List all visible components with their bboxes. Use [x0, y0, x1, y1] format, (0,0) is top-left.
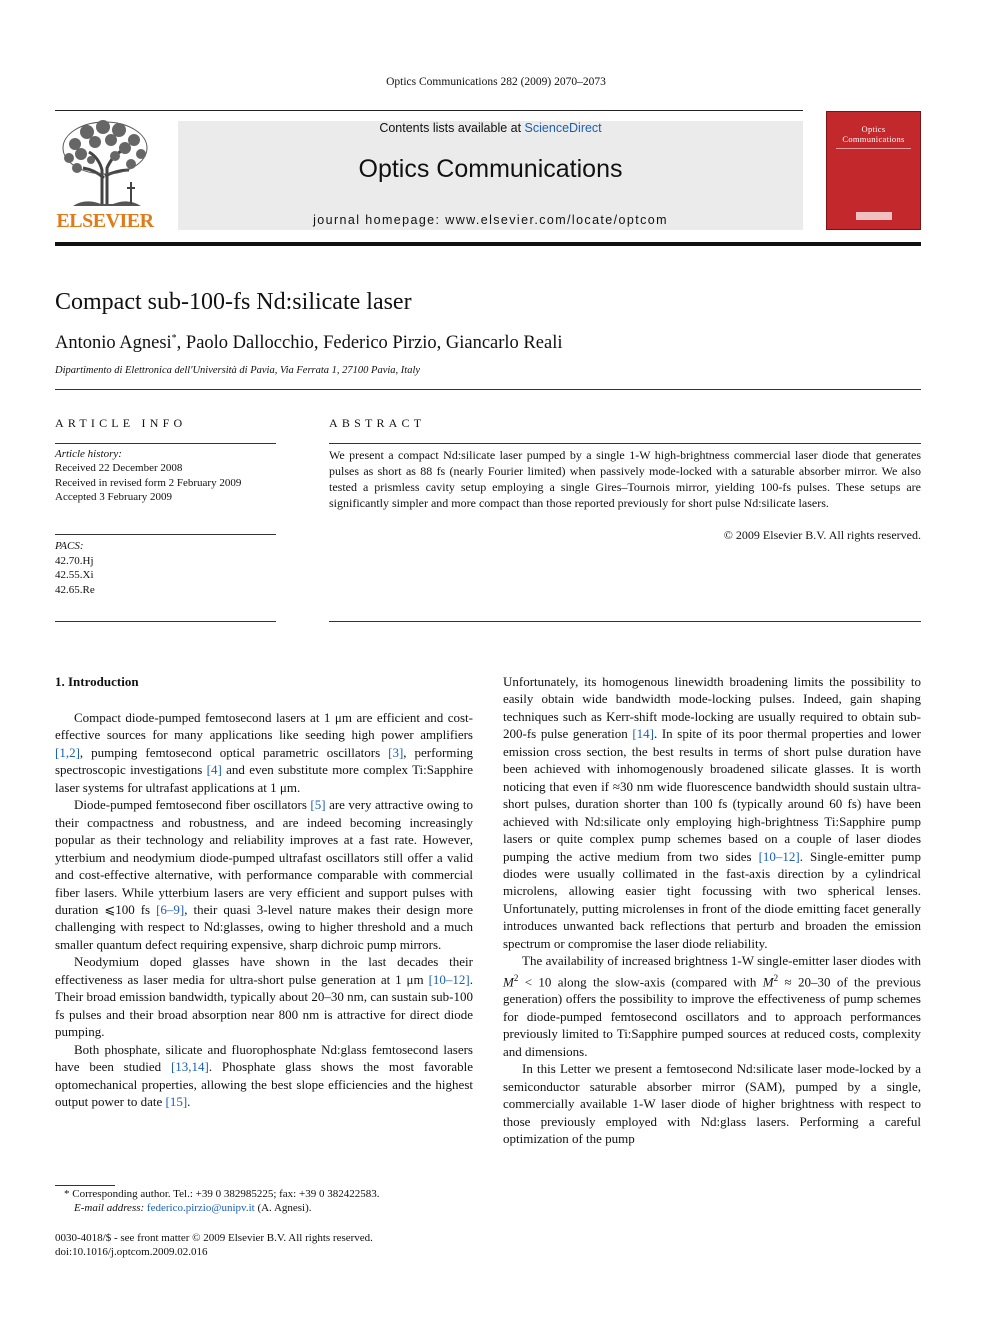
article-history	[55, 447, 276, 504]
footnote-rule	[55, 1185, 115, 1186]
section-heading-introduction: 1. Introduction	[55, 674, 139, 689]
paragraph	[503, 1060, 921, 1147]
sciencedirect-link[interactable]: ScienceDirect	[524, 121, 602, 135]
citation-link[interactable]: [4]	[206, 762, 222, 778]
history-accepted: Accepted 3 February 2009	[55, 490, 172, 503]
citation-link[interactable]: [15]	[165, 1093, 188, 1109]
contents-prefix: Contents lists available at	[379, 121, 525, 135]
text-run: Compact diode-pumped femtosecond lasers at 1 μm are efficient and cost-effective sources for many applications like seeding high power amplifiers	[55, 710, 473, 743]
pacs-label: PACS:	[55, 540, 84, 552]
citation-link[interactable]: [5]	[310, 797, 326, 813]
text-run: . Single-emitter pump diodes were usually collimated in the fast-axis direction by a cylindrical microlens, allowing easier tight focussing with two spherical lenses. Unfortunately, putting microlenses in front of the diode emitting facet generally introduces unwanted back reflections that perturb and broaden the emission spectrum or compromise the laser diode reliability.	[503, 848, 921, 951]
email-label: E-mail address:	[74, 1202, 145, 1214]
history-label: Article history:	[55, 448, 122, 460]
citation-link[interactable]: [3]	[388, 744, 404, 760]
author-corresponding: Antonio Agnesi	[55, 333, 172, 354]
author-others: , Paolo Dallocchio, Federico Pirzio, Giancarlo Reali	[176, 333, 563, 354]
affiliation-rule	[55, 389, 921, 390]
math-symbol: M	[762, 974, 774, 990]
text-run: . Their broad emission bandwidth, typically about 20–30 nm, can sustain sub-100 fs pulses and their broad absorption near 800 nm is attractive for direct diode pumping.	[55, 971, 473, 1040]
citation-link[interactable]: [13,14]	[170, 1059, 209, 1075]
paragraph	[503, 673, 921, 952]
math-superscript: 2	[513, 972, 519, 983]
abstract-heading: ABSTRACT	[329, 416, 426, 430]
body-column-right	[503, 673, 921, 1148]
corresponding-mark[interactable]: *	[171, 333, 177, 344]
math-superscript: 2	[773, 972, 779, 983]
text-run: Unfortunately, its homogenous linewidth broadening limits the possibility to easily obtain wide bandwidth mode-locking pulses. Indeed, gain shaping techniques such as Kerr-shift mode-locking are usually required to obtain sub-200-fs pulse generation	[503, 674, 921, 742]
footnote-email	[55, 1201, 473, 1215]
paragraph	[55, 1041, 473, 1111]
article-title: Compact sub-100-fs Nd:silicate laser	[55, 289, 412, 315]
masthead-rule	[55, 242, 921, 246]
footnote-corresponding	[55, 1187, 473, 1201]
pacs-code: 42.65.Re	[55, 583, 95, 596]
paragraph	[503, 952, 921, 1060]
abstract-copyright: © 2009 Elsevier B.V. All rights reserved.	[723, 528, 921, 542]
email-link[interactable]: federico.pirzio@unipv.it	[146, 1202, 255, 1214]
abstract-bottom-rule	[329, 621, 921, 622]
text-run: , performing spectroscopic investigations	[55, 744, 473, 778]
history-revised: Received in revised form 2 February 2009	[55, 476, 242, 489]
text-run: , their quasi 3-level nature makes their design more challenging with respect to Nd:glasses, owing to higher threshold and a much smaller quantum defect requiring expensive, sharp dichroic pump mirrors.	[55, 901, 473, 952]
pacs-code: 42.55.Xi	[55, 569, 94, 582]
math-symbol: M	[503, 974, 514, 990]
text-run: Both phosphate, silicate and fluorophosphate Nd:glass femtosecond lasers have been studied	[55, 1041, 473, 1075]
article-info-heading: ARTICLE INFO	[55, 416, 187, 430]
footnote-mark: *	[64, 1188, 70, 1200]
paragraph	[55, 953, 473, 1040]
paragraph	[55, 709, 473, 796]
text-run: The availability of increased brightness 1-W single-emitter laser diodes with	[522, 953, 921, 969]
pacs-list	[55, 539, 276, 597]
text-run: . In spite of its poor thermal properties and lower emission cross section, the best results in terms of short pulse duration have been achieved with inhomogenously broadened silicate glasses. It is worth noticing that even if ≈30 nm wide fluorescence bandwidth should sustain ultra-short pulses, duration shorter than 100 fs (typically around 60 fs) have been achieved with Nd:silicate only employing high-brightness Ti:Sapphire pump lasers or quite complex pump schemes based on a couple of laser diodes pumping the active medium from two sides	[503, 726, 921, 864]
text-run: Neodymium doped glasses have shown in the last decades their effectiveness as laser media for ultra-short pulse generation at 1 μm	[55, 954, 473, 987]
journal-name: Optics Communications	[358, 155, 623, 183]
issn-line: 0030-4018/$ - see front matter © 2009 Elsevier B.V. All rights reserved.	[55, 1232, 373, 1244]
text-run: Diode-pumped femtosecond fiber oscillators	[74, 797, 311, 813]
header-rule	[55, 110, 803, 111]
article-info-rule	[55, 443, 276, 444]
affiliation: Dipartimento di Elettronica dell'Università di Pavia, Via Ferrata 1, 27100 Pavia, Italy	[55, 365, 421, 376]
text-run: < 10 along the slow-axis (compared with	[518, 974, 763, 990]
citation-link[interactable]: [10–12]	[758, 848, 800, 864]
doi-link[interactable]: doi:10.1016/j.optcom.2009.02.016	[55, 1246, 208, 1258]
pacs-rule	[55, 534, 276, 535]
text-run: .	[187, 1093, 191, 1109]
body-column-left	[55, 709, 473, 1110]
author-list	[55, 333, 562, 354]
cover-rule	[836, 148, 911, 149]
elsevier-wordmark: ELSEVIER	[56, 210, 154, 232]
running-header: Optics Communications 282 (2009) 2070–2073	[386, 76, 606, 88]
pacs-code: 42.70.Hj	[55, 554, 94, 567]
text-run: , pumping femtosecond optical parametric oscillators	[79, 744, 389, 760]
history-received: Received 22 December 2008	[55, 462, 183, 475]
footnote-text: Corresponding author. Tel.: +39 0 382985225; fax: +39 0 382422583.	[69, 1188, 380, 1200]
text-run: . Phosphate glass shows the most favorable optomechanical properties, allowing the best slope efficiencies and the highest output power to date	[55, 1059, 473, 1109]
text-run: and even substitute more complex Ti:Sapphire laser systems for ultrafast applications at 1 μm.	[55, 762, 473, 795]
cover-title-line2: Communications	[842, 134, 905, 144]
text-run: are very attractive owing to their compactness and robustness, and are indeed becoming increasingly popular as their technology and reliability improves at a fast rate. However, ytterbium and neodymium diode-pumped ultrafast oscillators still offer a valid and cost-effective alternative, with performance comparable with commercial fiber lasers. While ytterbium lasers are very efficient and support pulses with duration ⩽100 fs	[55, 797, 473, 917]
abstract-text: We present a compact Nd:silicate laser pumped by a single 1-W high-brightness commercial laser diode that generates pulses as short as 88 fs (nearly Fourier limited) when passively mode-locked with a saturable absorber mirror. We also tested a prismless cavity setup employing a single Gires–Tournois mirror, yielding 100-fs pulses. These setups are significantly simpler and more compact than those reported previously for short pulse Nd:silicate lasers.	[329, 448, 921, 510]
cover-title	[826, 124, 921, 144]
email-suffix: (A. Agnesi).	[254, 1202, 312, 1214]
info-bottom-rule	[55, 621, 276, 622]
text-run: ≈ 20–30 of the previous generation) offers the possibility to improve the effectiveness of pump schemes for diode-pumped femtosecond oscillators and to approach performances previously limited to Ti:Sapphire pumped sources at reduced costs, complexity and dimensions.	[503, 974, 921, 1059]
journal-homepage[interactable]: journal homepage: www.elsevier.com/locate/optcom	[313, 213, 668, 227]
citation-link[interactable]: [1,2]	[55, 744, 80, 760]
citation-link[interactable]: [6–9]	[156, 901, 185, 917]
text-run: In this Letter we present a femtosecond Nd:silicate laser mode-locked by a semiconductor saturable absorber mirror (SAM), pumped by a single, commercially available 1-W laser diode of higher brightness with respect to those previously employed with Nd:glass lasers. Performing a careful optimization of the pump	[503, 1061, 921, 1147]
issn-block	[55, 1231, 473, 1259]
abstract-rule	[329, 443, 921, 444]
cover-logo-icon	[856, 212, 892, 220]
footnote	[55, 1187, 473, 1215]
citation-link[interactable]: [14]	[632, 726, 654, 742]
paragraph	[55, 796, 473, 953]
cover-title-line1: Optics	[861, 124, 886, 134]
citation-link[interactable]: [10–12]	[428, 971, 470, 987]
contents-line	[178, 121, 803, 135]
